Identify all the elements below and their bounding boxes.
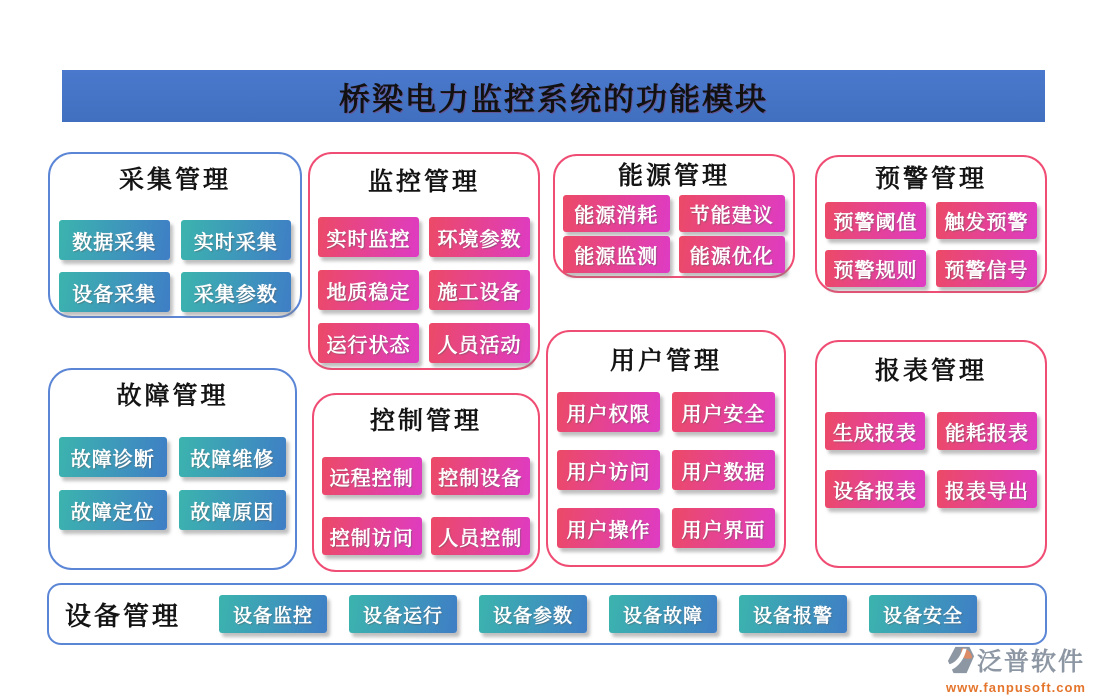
module-button[interactable]: 能源优化 <box>679 236 786 273</box>
module-button[interactable]: 环境参数 <box>429 217 530 257</box>
button-row <box>219 595 977 633</box>
page-title: 桥梁电力监控系统的功能模块 <box>339 81 768 117</box>
module-button[interactable]: 用户界面 <box>672 508 775 548</box>
button-grid <box>59 437 286 530</box>
title-banner <box>62 70 1045 122</box>
module-button[interactable]: 设备采集 <box>59 272 170 312</box>
module-button[interactable]: 采集参数 <box>181 272 292 312</box>
group-title: 报表管理 <box>874 358 987 385</box>
group-title: 用户管理 <box>609 348 722 375</box>
footer-brand <box>946 646 1086 694</box>
module-button[interactable]: 设备监控 <box>219 595 327 633</box>
group-title: 故障管理 <box>116 383 229 410</box>
module-button[interactable]: 用户操作 <box>557 508 660 548</box>
button-grid <box>322 457 530 555</box>
module-button[interactable]: 故障定位 <box>59 490 167 530</box>
module-button[interactable]: 预警规则 <box>825 250 926 287</box>
module-button[interactable]: 故障原因 <box>179 490 287 530</box>
module-button[interactable]: 远程控制 <box>322 457 422 495</box>
group-monitoring-management <box>308 152 540 370</box>
group-control-management <box>312 393 540 572</box>
module-button[interactable]: 故障维修 <box>179 437 287 477</box>
module-button[interactable]: 设备参数 <box>479 595 587 633</box>
module-button[interactable]: 人员控制 <box>431 517 531 555</box>
group-title: 采集管理 <box>118 167 231 194</box>
module-button[interactable]: 故障诊断 <box>59 437 167 477</box>
group-energy-management <box>553 154 795 278</box>
module-button[interactable]: 报表导出 <box>937 470 1037 508</box>
module-button[interactable]: 触发预警 <box>936 202 1037 239</box>
brand-name: 泛普软件 <box>976 648 1085 676</box>
module-button[interactable]: 用户数据 <box>672 450 775 490</box>
module-button[interactable]: 生成报表 <box>825 412 925 450</box>
module-button[interactable]: 预警阈值 <box>825 202 926 239</box>
module-button[interactable]: 控制访问 <box>322 517 422 555</box>
module-button[interactable]: 能源监测 <box>563 236 670 273</box>
button-grid <box>557 392 775 548</box>
button-grid <box>825 412 1037 508</box>
group-warning-management <box>815 155 1047 293</box>
module-button[interactable]: 用户安全 <box>672 392 775 432</box>
group-title: 预警管理 <box>874 166 987 193</box>
module-button[interactable]: 控制设备 <box>431 457 531 495</box>
button-grid <box>563 195 785 273</box>
module-button[interactable]: 施工设备 <box>429 270 530 310</box>
group-collection-management <box>48 152 302 318</box>
module-button[interactable]: 设备报警 <box>739 595 847 633</box>
button-grid <box>825 202 1037 287</box>
module-button[interactable]: 预警信号 <box>936 250 1037 287</box>
module-button[interactable]: 实时监控 <box>318 217 419 257</box>
group-report-management <box>815 340 1047 568</box>
module-button[interactable]: 能源消耗 <box>563 195 670 232</box>
group-device-management <box>47 583 1047 645</box>
module-button[interactable]: 人员活动 <box>429 323 530 363</box>
module-button[interactable]: 设备报表 <box>825 470 925 508</box>
module-button[interactable]: 用户访问 <box>557 450 660 490</box>
group-user-management <box>546 330 786 567</box>
group-title: 监控管理 <box>367 169 480 196</box>
fanpu-logo-icon <box>947 646 975 678</box>
group-title: 设备管理 <box>65 601 182 631</box>
button-grid <box>318 217 530 363</box>
module-button[interactable]: 实时采集 <box>181 220 292 260</box>
module-button[interactable]: 数据采集 <box>59 220 170 260</box>
module-button[interactable]: 运行状态 <box>318 323 419 363</box>
module-button[interactable]: 设备运行 <box>349 595 457 633</box>
group-title: 控制管理 <box>369 408 482 435</box>
group-title: 能源管理 <box>617 163 730 190</box>
module-button[interactable]: 用户权限 <box>557 392 660 432</box>
button-grid <box>59 220 291 312</box>
module-button[interactable]: 能耗报表 <box>937 412 1037 450</box>
module-button[interactable]: 节能建议 <box>679 195 786 232</box>
module-button[interactable]: 地质稳定 <box>318 270 419 310</box>
brand-url: www.fanpusoft.com <box>945 680 1086 695</box>
module-button[interactable]: 设备安全 <box>869 595 977 633</box>
group-fault-management <box>48 368 297 570</box>
module-button[interactable]: 设备故障 <box>609 595 717 633</box>
